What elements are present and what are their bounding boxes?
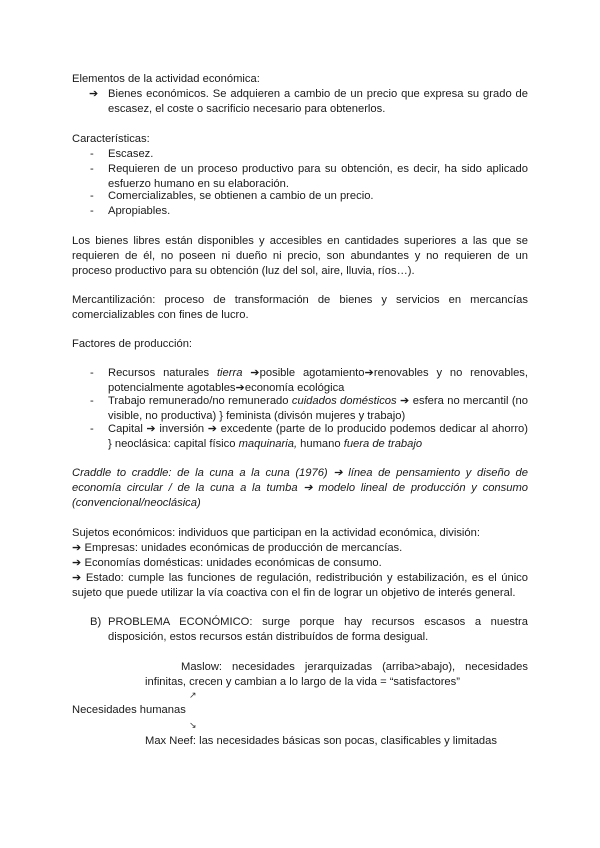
paragraph-mercantilizacion: Mercantilización: proceso de transformación de bienes y servicios en mercancías comercializables con fines de lucro. [72,294,528,321]
line-economias-domesticas: ➔ Economías domésticas: unidades económicas de consumo. [72,557,382,569]
list-item-text: Trabajo remunerado/no remunerado cuidados domésticos ➔ esfera no mercantil (no visible, no productiva) } feminista (divisón mujeres y trabajo) [108,395,528,422]
list-item [90,366,528,396]
list-item-text: Escasez. [108,148,154,160]
list-item [90,189,528,204]
list-item [90,147,528,162]
paragraph-maslow: Maslow: necesidades jerarquizadas (arriba>abajo), necesidades infinitas, crecen y cambian a lo largo de la vida = “satisfactores” [145,661,528,688]
section-marker: B) [90,616,102,628]
list-item [90,422,528,452]
arrow-down-right-icon: ↘ [189,720,197,730]
dash-marker: - [90,190,94,202]
paragraph-craddle: Craddle to craddle: de la cuna a la cuna (1976) ➔ línea de pensamiento y diseño de economía circular / de la cuna a la tumba ➔ modelo lineal de producción y consumo (convencional/neoclásica) [72,467,528,509]
list-item [90,162,528,192]
label-necesidades-humanas: Necesidades humanas [72,704,186,716]
list-item [90,394,528,424]
paragraph-problema-economico [90,615,528,645]
dash-marker: - [90,395,94,407]
section-title-caracteristicas: Características: [72,133,150,145]
bullet-text: Bienes económicos. Se adquieren a cambio de un precio que expresa su grado de escasez, el coste o sacrificio necesario para obtenerlos. [108,88,528,115]
paragraph-text: PROBLEMA ECONÓMICO: surge porque hay recursos escasos a nuestra disposición, estos recursos están distribuídos de forma desigual. [108,616,528,643]
arrow-up-right-icon: ↗ [189,690,197,700]
bullet-bienes-economicos [89,87,528,117]
section-title-sujetos: Sujetos económicos: individuos que participan en la actividad económica, división: [72,527,480,539]
list-item [90,204,528,219]
arrow-bullet-icon: ➔ [89,88,99,100]
list-item-text: Recursos naturales tierra ➔posible agotamiento➔renovables y no renovables, potencialmente agotables➔economía ecológica [108,367,528,394]
dash-marker: - [90,423,94,435]
list-item-text: Comercializables, se obtienen a cambio de un precio. [108,190,374,202]
paragraph-max-neef: Max Neef: las necesidades básicas son pocas, clasificables y limitadas [145,735,497,747]
list-item-text: Requieren de un proceso productivo para su obtención, es decir, ha sido aplicado esfuerzo humano en su elaboración. [108,163,528,190]
dash-marker: - [90,163,94,175]
dash-marker: - [90,367,94,379]
section-title-factores: Factores de producción: [72,338,193,350]
dash-marker: - [90,148,94,160]
line-empresas: ➔ Empresas: unidades económicas de producción de mercancías. [72,542,403,554]
section-title-elementos: Elementos de la actividad económica: [72,73,260,85]
dash-marker: - [90,205,94,217]
list-item-text: Apropiables. [108,205,171,217]
paragraph-bienes-libres: Los bienes libres están disponibles y accesibles en cantidades superiores a las que se requieren de él, no poseen ni dueño ni precio, son abundantes y no requieren de un proceso productivo para su obtención (luz del sol, aire, lluvia, ríos…). [72,235,528,277]
list-item-text: Capital ➔ inversión ➔ excedente (parte de lo producido podemos dedicar al ahorro) } neoclásica: capital físico maquinaria, humano fuera de trabajo [108,423,528,450]
line-estado: ➔ Estado: cumple las funciones de regulación, redistribución y estabilización, es el único sujeto que puede utilizar la vía coactiva con el fin de lograr un objetivo de interés general. [72,572,528,599]
